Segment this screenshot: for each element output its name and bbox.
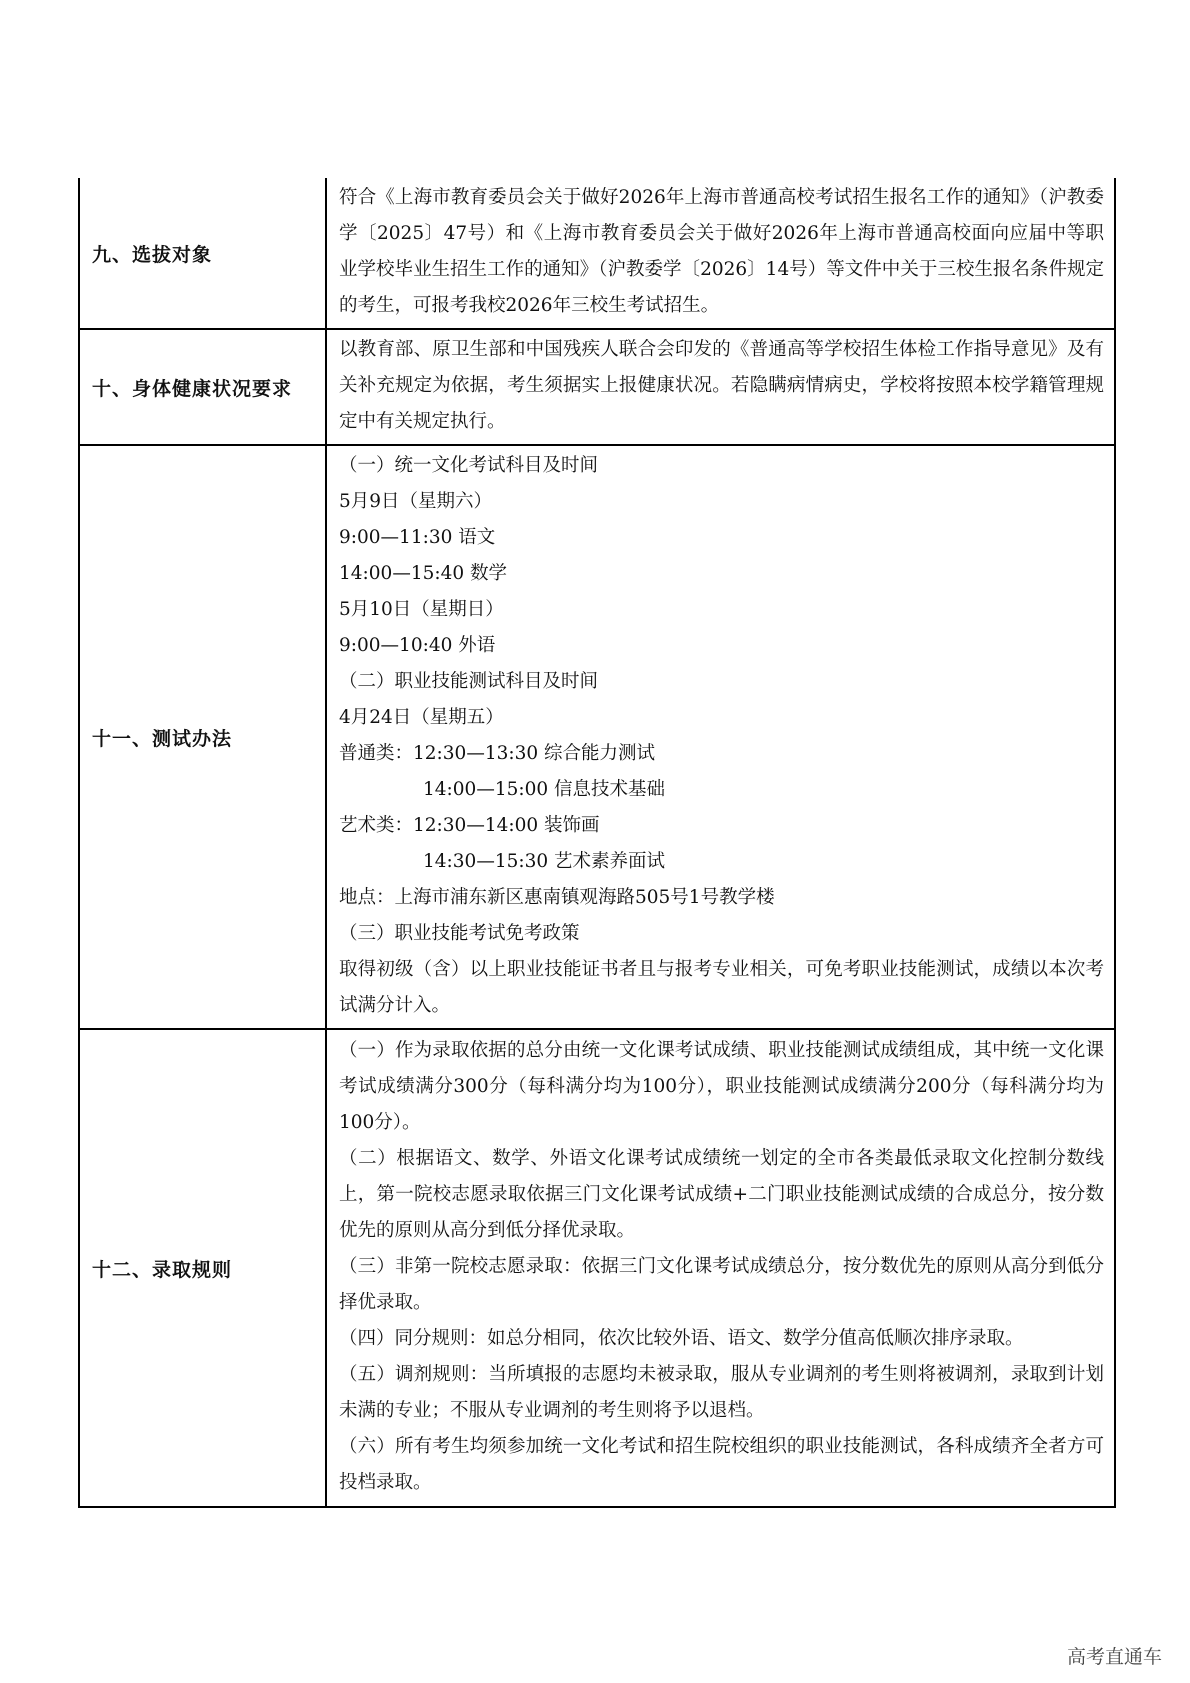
- exam-slot: 9:00—11:30 语文: [339, 527, 496, 548]
- section-heading: （二）职业技能测试科目及时间: [339, 671, 599, 692]
- exam-slot: 14:00—15:00 信息技术基础: [423, 779, 666, 800]
- exam-slot: 14:30—15:30 艺术素养面试: [423, 851, 666, 872]
- admission-table: [78, 178, 1116, 1508]
- exam-date: 5月9日（星期六）: [339, 491, 493, 512]
- paragraph: （五）调剂规则：当所填报的志愿均未被录取，服从专业调剂的考生则将被调剂，录取到计划未满的专业；不服从专业调剂的考生则将予以退档。: [339, 1364, 1104, 1421]
- watermark: 高考直通车: [1066, 1646, 1162, 1668]
- row-label: 十一、测试办法: [79, 445, 326, 1029]
- table-row: [79, 329, 1115, 445]
- row-label: 九、选拔对象: [79, 178, 326, 329]
- row-content: [326, 178, 1115, 329]
- table-row: [79, 178, 1115, 329]
- exam-slot: 14:00—15:40 数学: [339, 563, 508, 584]
- paragraph: 符合《上海市教育委员会关于做好2026年上海市普通高校考试招生报名工作的通知》（沪教委学〔2025〕47号）和《上海市教育委员会关于做好2026年上海市普通高校面向应届中等职业学校毕业生招生工作的通知》（沪教委学〔2026〕14号）等文件中关于三校生报名条件规定的考生，可报考我校2026年三校生考试招生。: [339, 187, 1104, 316]
- paragraph: （一）作为录取依据的总分由统一文化课考试成绩、职业技能测试成绩组成，其中统一文化课考试成绩满分300分（每科满分均为100分），职业技能测试成绩满分200分（每科满分均为100分）。: [339, 1040, 1104, 1133]
- row-content: [326, 329, 1115, 445]
- exam-slot: 9:00—10:40 外语: [339, 635, 496, 656]
- exam-slot: 普通类：12:30—13:30 综合能力测试: [339, 743, 656, 764]
- row-content: [326, 1029, 1115, 1507]
- paragraph: （六）所有考生均须参加统一文化考试和招生院校组织的职业技能测试，各科成绩齐全者方可投档录取。: [339, 1436, 1104, 1493]
- paragraph: （四）同分规则：如总分相同，依次比较外语、语文、数学分值高低顺次排序录取。: [339, 1328, 1024, 1349]
- section-heading: （三）职业技能考试免考政策: [339, 923, 580, 944]
- row-label: 十、身体健康状况要求: [79, 329, 326, 445]
- exam-slot: 艺术类：12:30—14:00 装饰画: [339, 815, 600, 836]
- paragraph: （二）根据语文、数学、外语文化课考试成绩统一划定的全市各类最低录取文化控制分数线上，第一院校志愿录取依据三门文化课考试成绩+二门职业技能测试成绩的合成总分，按分数优先的原则从高分到低分择优录取。: [339, 1148, 1104, 1241]
- paragraph: 取得初级（含）以上职业技能证书者且与报考专业相关，可免考职业技能测试，成绩以本次考试满分计入。: [339, 959, 1104, 1016]
- paragraph: （三）非第一院校志愿录取：依据三门文化课考试成绩总分，按分数优先的原则从高分到低分择优录取。: [339, 1256, 1104, 1313]
- table-row: [79, 1029, 1115, 1507]
- table-row: [79, 445, 1115, 1029]
- exam-location: 地点：上海市浦东新区惠南镇观海路505号1号教学楼: [339, 887, 775, 908]
- paragraph: 以教育部、原卫生部和中国残疾人联合会印发的《普通高等学校招生体检工作指导意见》及有关补充规定为依据，考生须据实上报健康状况。若隐瞒病情病史，学校将按照本校学籍管理规定中有关规定执行。: [339, 339, 1104, 432]
- row-label: 十二、录取规则: [79, 1029, 326, 1507]
- row-content: [326, 445, 1115, 1029]
- exam-date: 4月24日（星期五）: [339, 707, 504, 728]
- exam-date: 5月10日（星期日）: [339, 599, 504, 620]
- section-heading: （一）统一文化考试科目及时间: [339, 455, 599, 476]
